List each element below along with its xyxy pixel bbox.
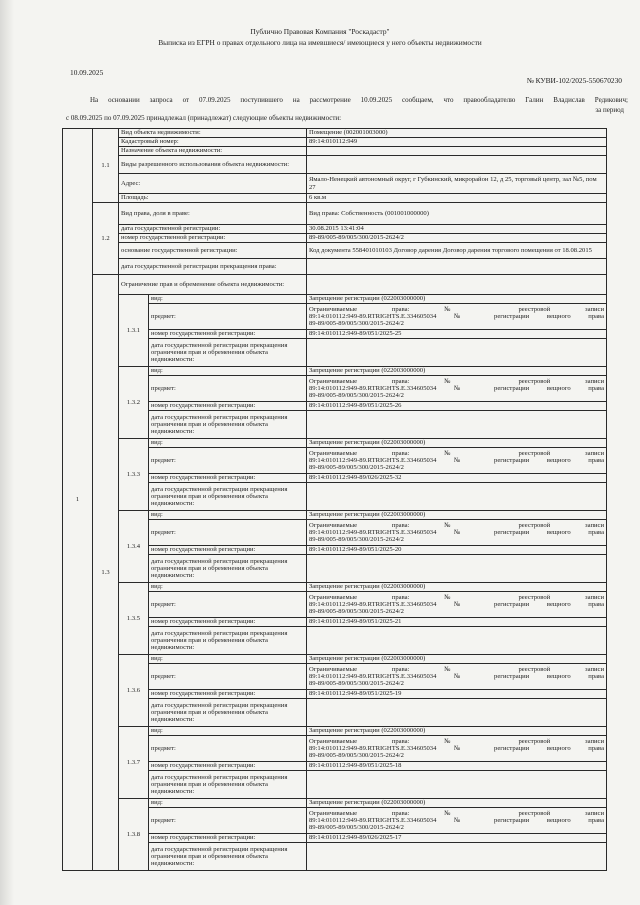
field-label: предмет:: [149, 448, 307, 474]
predmet-line: 89-89/005-89/005/300/2015-2624/2: [309, 464, 404, 472]
field-value: [307, 664, 607, 690]
field-value: 89:14:010112:949-89/026/2025-32: [307, 474, 607, 483]
field-label: номер государственной регистрации:: [149, 762, 307, 771]
field-value: [307, 156, 607, 174]
field-label: номер государственной регистрации:: [149, 618, 307, 627]
field-value: [307, 736, 607, 762]
field-value: 89:14:010112:949-89/051/2025-26: [307, 402, 607, 411]
restriction-row: [63, 655, 607, 664]
object-row: [63, 138, 607, 147]
field-label: предмет:: [149, 520, 307, 546]
field-value: 89:14:010112:949-89/051/2025-19: [307, 690, 607, 699]
field-label: вид:: [149, 655, 307, 664]
field-label: предмет:: [149, 664, 307, 690]
scan-shadow: [0, 0, 14, 905]
field-label: номер государственной регистрации:: [149, 546, 307, 555]
object-row: [63, 194, 607, 203]
predmet-line: 89-89/005-89/005/300/2015-2624/2: [309, 824, 404, 832]
subsection-number: 1.3.8: [119, 799, 149, 871]
restriction-row: [63, 367, 607, 376]
field-label: Вид права, доля в праве:: [119, 203, 307, 225]
field-label: дата государственной регистрации прекращения права:: [119, 259, 307, 275]
object-row: [63, 174, 607, 194]
predmet-line: 89-89/005-89/005/300/2015-2624/2: [309, 608, 404, 616]
predmet-line: Ограничиваемые права: № реестровой записи: [309, 521, 604, 529]
predmet-line: Ограничиваемые права: № реестровой записи: [309, 377, 604, 385]
predmet-line: 89-89/005-89/005/300/2015-2624/2: [309, 320, 404, 328]
subsection-number: 1.3.2: [119, 367, 149, 439]
subsection-number: 1.3.3: [119, 439, 149, 511]
field-label: номер государственной регистрации:: [149, 834, 307, 843]
field-value: 6 кв.м: [307, 194, 607, 203]
field-value: [307, 147, 607, 156]
field-value: Запрещение регистрации (022003000000): [307, 367, 607, 376]
restriction-row: [63, 439, 607, 448]
predmet-line: Ограничиваемые права: № реестровой записи: [309, 593, 604, 601]
object-row: [63, 129, 607, 138]
field-value: 89:14:010112:949-89/051/2025-21: [307, 618, 607, 627]
property-rights-table: [62, 128, 607, 871]
field-value: [307, 592, 607, 618]
field-value: Запрещение регистрации (022003000000): [307, 511, 607, 520]
field-label: Вид объекта недвижимости:: [119, 129, 307, 138]
right-row: [63, 225, 607, 234]
field-label: Ограничение прав и обременение объекта недвижимости:: [119, 275, 307, 295]
predmet-line: 89:14:010112:949-89.RTRIGHTS.E.334605034 № регистрации вещного права: [309, 672, 604, 680]
field-value: [307, 259, 607, 275]
field-value: 89:14:010112:949-89/026/2025-17: [307, 834, 607, 843]
field-label: номер государственной регистрации:: [149, 402, 307, 411]
subsection-number: 1.3.1: [119, 295, 149, 367]
predmet-line: Ограничиваемые права: № реестровой записи: [309, 809, 604, 817]
field-label: вид:: [149, 511, 307, 520]
predmet-line: 89:14:010112:949-89.RTRIGHTS.E.334605034 № регистрации вещного права: [309, 600, 604, 608]
field-label: Виды разрешенного использования объекта недвижимости:: [119, 156, 307, 174]
intro-line-1: На основании запроса от 07.09.2025 поступившего на рассмотрение 10.09.2025 сообщаем, что правообладателю Галин Владислав Редикович;: [90, 96, 628, 104]
field-value: 89:14:010112:949-89/051/2025-25: [307, 330, 607, 339]
field-label: дата государственной регистрации:: [119, 225, 307, 234]
field-label: Назначение объекта недвижимости:: [119, 147, 307, 156]
section-number: 1.2: [93, 203, 119, 275]
field-label: Площадь:: [119, 194, 307, 203]
field-value: Запрещение регистрации (022003000000): [307, 799, 607, 808]
subsection-number: 1.3.5: [119, 583, 149, 655]
restriction-row: [63, 511, 607, 520]
field-label: дата государственной регистрации прекращения ограничения прав и обременения объекта недвижимости:: [149, 771, 307, 799]
issue-date: 10.09.2025: [70, 68, 104, 77]
field-value: Код документа 558401010103 Договор дарения Договор дарения торгового помещения от 18.08.2015: [307, 243, 607, 259]
field-value: [307, 304, 607, 330]
field-label: дата государственной регистрации прекращения ограничения прав и обременения объекта недвижимости:: [149, 627, 307, 655]
field-label: дата государственной регистрации прекращения ограничения прав и обременения объекта недвижимости:: [149, 699, 307, 727]
field-label: вид:: [149, 727, 307, 736]
field-label: дата государственной регистрации прекращения ограничения прав и обременения объекта недвижимости:: [149, 339, 307, 367]
field-value: [307, 808, 607, 834]
field-value: [307, 339, 607, 367]
predmet-line: 89:14:010112:949-89.RTRIGHTS.E.334605034 № регистрации вещного права: [309, 384, 604, 392]
predmet-line: 89:14:010112:949-89.RTRIGHTS.E.334605034 № регистрации вещного права: [309, 744, 604, 752]
field-value: Помещение (002001003000): [307, 129, 607, 138]
predmet-line: 89-89/005-89/005/300/2015-2624/2: [309, 392, 404, 400]
document-title: Выписка из ЕГРН о правах отдельного лица на имевшиеся/ имеющиеся у него объекты недвижимости: [158, 38, 482, 47]
predmet-line: 89-89/005-89/005/300/2015-2624/2: [309, 536, 404, 544]
field-label: вид:: [149, 367, 307, 376]
predmet-line: 89-89/005-89/005/300/2015-2624/2: [309, 680, 404, 688]
field-label: дата государственной регистрации прекращения ограничения прав и обременения объекта недвижимости:: [149, 411, 307, 439]
field-value: 30.08.2015 13:41:04: [307, 225, 607, 234]
field-value: Запрещение регистрации (022003000000): [307, 583, 607, 592]
object-row: [63, 147, 607, 156]
field-value: [307, 699, 607, 727]
restriction-row: [63, 295, 607, 304]
section-number: 1.3: [93, 275, 119, 871]
right-row: [63, 203, 607, 225]
field-value: [307, 771, 607, 799]
field-label: дата государственной регистрации прекращения ограничения прав и обременения объекта недвижимости:: [149, 843, 307, 871]
field-value: Вид права: Собственность (001001000000): [307, 203, 607, 225]
field-value: 89:14:010112:949-89/051/2025-20: [307, 546, 607, 555]
field-value: Запрещение регистрации (022003000000): [307, 655, 607, 664]
field-value: [307, 843, 607, 871]
field-label: дата государственной регистрации прекращения ограничения прав и обременения объекта недвижимости:: [149, 483, 307, 511]
right-row: [63, 259, 607, 275]
predmet-line: Ограничиваемые права: № реестровой записи: [309, 449, 604, 457]
field-value: [307, 520, 607, 546]
intro-period-label: за период: [595, 106, 624, 114]
field-label: основание государственной регистрации:: [119, 243, 307, 259]
field-value: Ямало-Ненецкий автономный округ, г Губкинский, микрорайон 12, д 25, торговый центр, зал №5, пом 27: [307, 174, 607, 194]
field-label: предмет:: [149, 304, 307, 330]
predmet-line: Ограничиваемые права: № реестровой записи: [309, 737, 604, 745]
field-label: Адрес:: [119, 174, 307, 194]
predmet-line: 89:14:010112:949-89.RTRIGHTS.E.334605034 № регистрации вещного права: [309, 312, 604, 320]
field-label: вид:: [149, 583, 307, 592]
field-label: вид:: [149, 799, 307, 808]
field-value: [307, 275, 607, 295]
field-label: предмет:: [149, 736, 307, 762]
field-value: Запрещение регистрации (022003000000): [307, 439, 607, 448]
restriction-header-row: [63, 275, 607, 295]
predmet-line: Ограничиваемые права: № реестровой записи: [309, 305, 604, 313]
field-value: 89:14:010112:949: [307, 138, 607, 147]
field-label: предмет:: [149, 808, 307, 834]
object-row: [63, 156, 607, 174]
field-value: [307, 376, 607, 402]
predmet-line: 89-89/005-89/005/300/2015-2624/2: [309, 752, 404, 760]
field-label: номер государственной регистрации:: [149, 330, 307, 339]
field-value: [307, 448, 607, 474]
field-label: вид:: [149, 295, 307, 304]
right-row: [63, 243, 607, 259]
field-value: 89:14:010112:949-89/051/2025-18: [307, 762, 607, 771]
section-number: 1.1: [93, 129, 119, 203]
field-value: 89-89/005-89/005/300/2015-2624/2: [307, 234, 607, 243]
predmet-line: Ограничиваемые права: № реестровой записи: [309, 665, 604, 673]
field-value: Запрещение регистрации (022003000000): [307, 727, 607, 736]
right-row: [63, 234, 607, 243]
field-value: [307, 555, 607, 583]
predmet-line: 89:14:010112:949-89.RTRIGHTS.E.334605034 № регистрации вещного права: [309, 456, 604, 464]
field-label: дата государственной регистрации прекращения ограничения прав и обременения объекта недвижимости:: [149, 555, 307, 583]
field-label: номер государственной регистрации:: [119, 234, 307, 243]
predmet-line: 89:14:010112:949-89.RTRIGHTS.E.334605034 № регистрации вещного права: [309, 816, 604, 824]
restriction-row: [63, 727, 607, 736]
field-value: Запрещение регистрации (022003000000): [307, 295, 607, 304]
organization-name: Публично Правовая Компания "Роскадастр": [250, 27, 390, 36]
subsection-number: 1.3.7: [119, 727, 149, 799]
field-label: номер государственной регистрации:: [149, 474, 307, 483]
field-label: предмет:: [149, 376, 307, 402]
predmet-line: 89:14:010112:949-89.RTRIGHTS.E.334605034 № регистрации вещного права: [309, 528, 604, 536]
field-value: [307, 411, 607, 439]
restriction-row: [63, 583, 607, 592]
restriction-row: [63, 799, 607, 808]
field-label: вид:: [149, 439, 307, 448]
record-number: 1: [63, 129, 93, 871]
field-value: [307, 627, 607, 655]
field-label: Кадастровый номер:: [119, 138, 307, 147]
subsection-number: 1.3.6: [119, 655, 149, 727]
field-label: предмет:: [149, 592, 307, 618]
document-number: № КУВИ-102/2025-550670230: [526, 76, 622, 85]
subsection-number: 1.3.4: [119, 511, 149, 583]
intro-line-2: с 08.09.2025 по 07.09.2025 принадлежал (принадлежат) следующие объекты недвижимости:: [66, 114, 342, 122]
field-value: [307, 483, 607, 511]
field-label: номер государственной регистрации:: [149, 690, 307, 699]
